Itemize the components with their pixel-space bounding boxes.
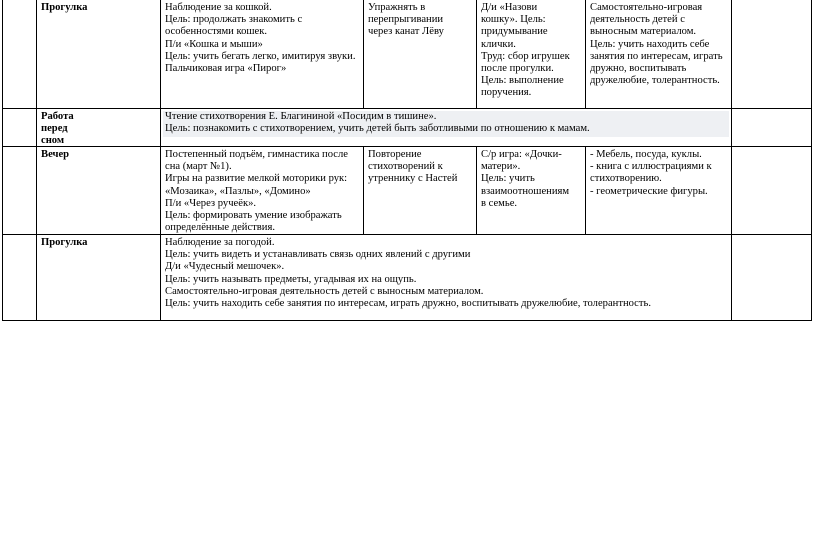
evening-materials: - Мебель, посуда, куклы. - книга с иллюстрациями к стихотворению. - геометрические фигуры.: [590, 149, 712, 197]
evening-game-activity: С/р игра: «Дочки- матери». Цель: учить взаимоотношениям в семье.: [481, 149, 570, 209]
walk-main-activities: Наблюдение за кошкой. Цель: продолжать знакомить с особенностями кошек. П/и «Кошка и мыши» Цель: учить бегать легко, имитируя звуки. Пальчиковая игра «Пирог»: [165, 2, 356, 75]
row-time-evening: Вечер: [41, 149, 70, 160]
row-time-before-sleep: Работа перед сном: [41, 111, 74, 147]
walk-game-activity: Д/и «Назови кошку». Цель: придумывание клички. Труд: сбор игрушек после прогулки. Цель: выполнение поручения.: [481, 2, 570, 99]
evening-walk-activities: Наблюдение за погодой. Цель: учить видеть и устанавливать связь одних явлений с другими Д/и «Чудесный мешочек». Цель: учить называть предметы, угадывая их на ощупь. Самостоятельно-игровая деятельность детей с выносным материалом. Цель: учить находить себе занятия по интересам, играть дружно, воспитывать дружелюбие, толерантность.: [165, 237, 651, 310]
grid-line: [2, 0, 3, 321]
walk-individual-work: Упражнять в перепрыгивании через канат Лёву: [368, 2, 444, 38]
before-sleep-reading: Чтение стихотворения Е. Благининой «Посидим в тишине». Цель: познакомить с стихотворением, учить детей быть заботливыми по отношению к мамам.: [165, 111, 590, 135]
grid-line: [731, 0, 732, 321]
grid-line: [2, 320, 812, 321]
evening-main-activities: Постепенный подъём, гимнастика после сна (март №1). Игры на развитие мелкой моторики рук: «Мозаика», «Пазлы», «Домино» П/и «Через ручеёк». Цель: формировать умение изображать определённые действия.: [165, 149, 348, 234]
row-time-walk: Прогулка: [41, 2, 88, 13]
walk-independent-activity: Самостоятельно-игровая деятельность детей с выносным материалом. Цель: учить находить себе занятия по интересам, играть дружно, воспитывать дружелюбие, толерантность.: [590, 2, 723, 87]
evening-individual-work: Повторение стихотворений к утреннику с Настей: [368, 149, 458, 185]
grid-line: [811, 0, 812, 321]
row-time-evening-walk: Прогулка: [41, 237, 88, 248]
